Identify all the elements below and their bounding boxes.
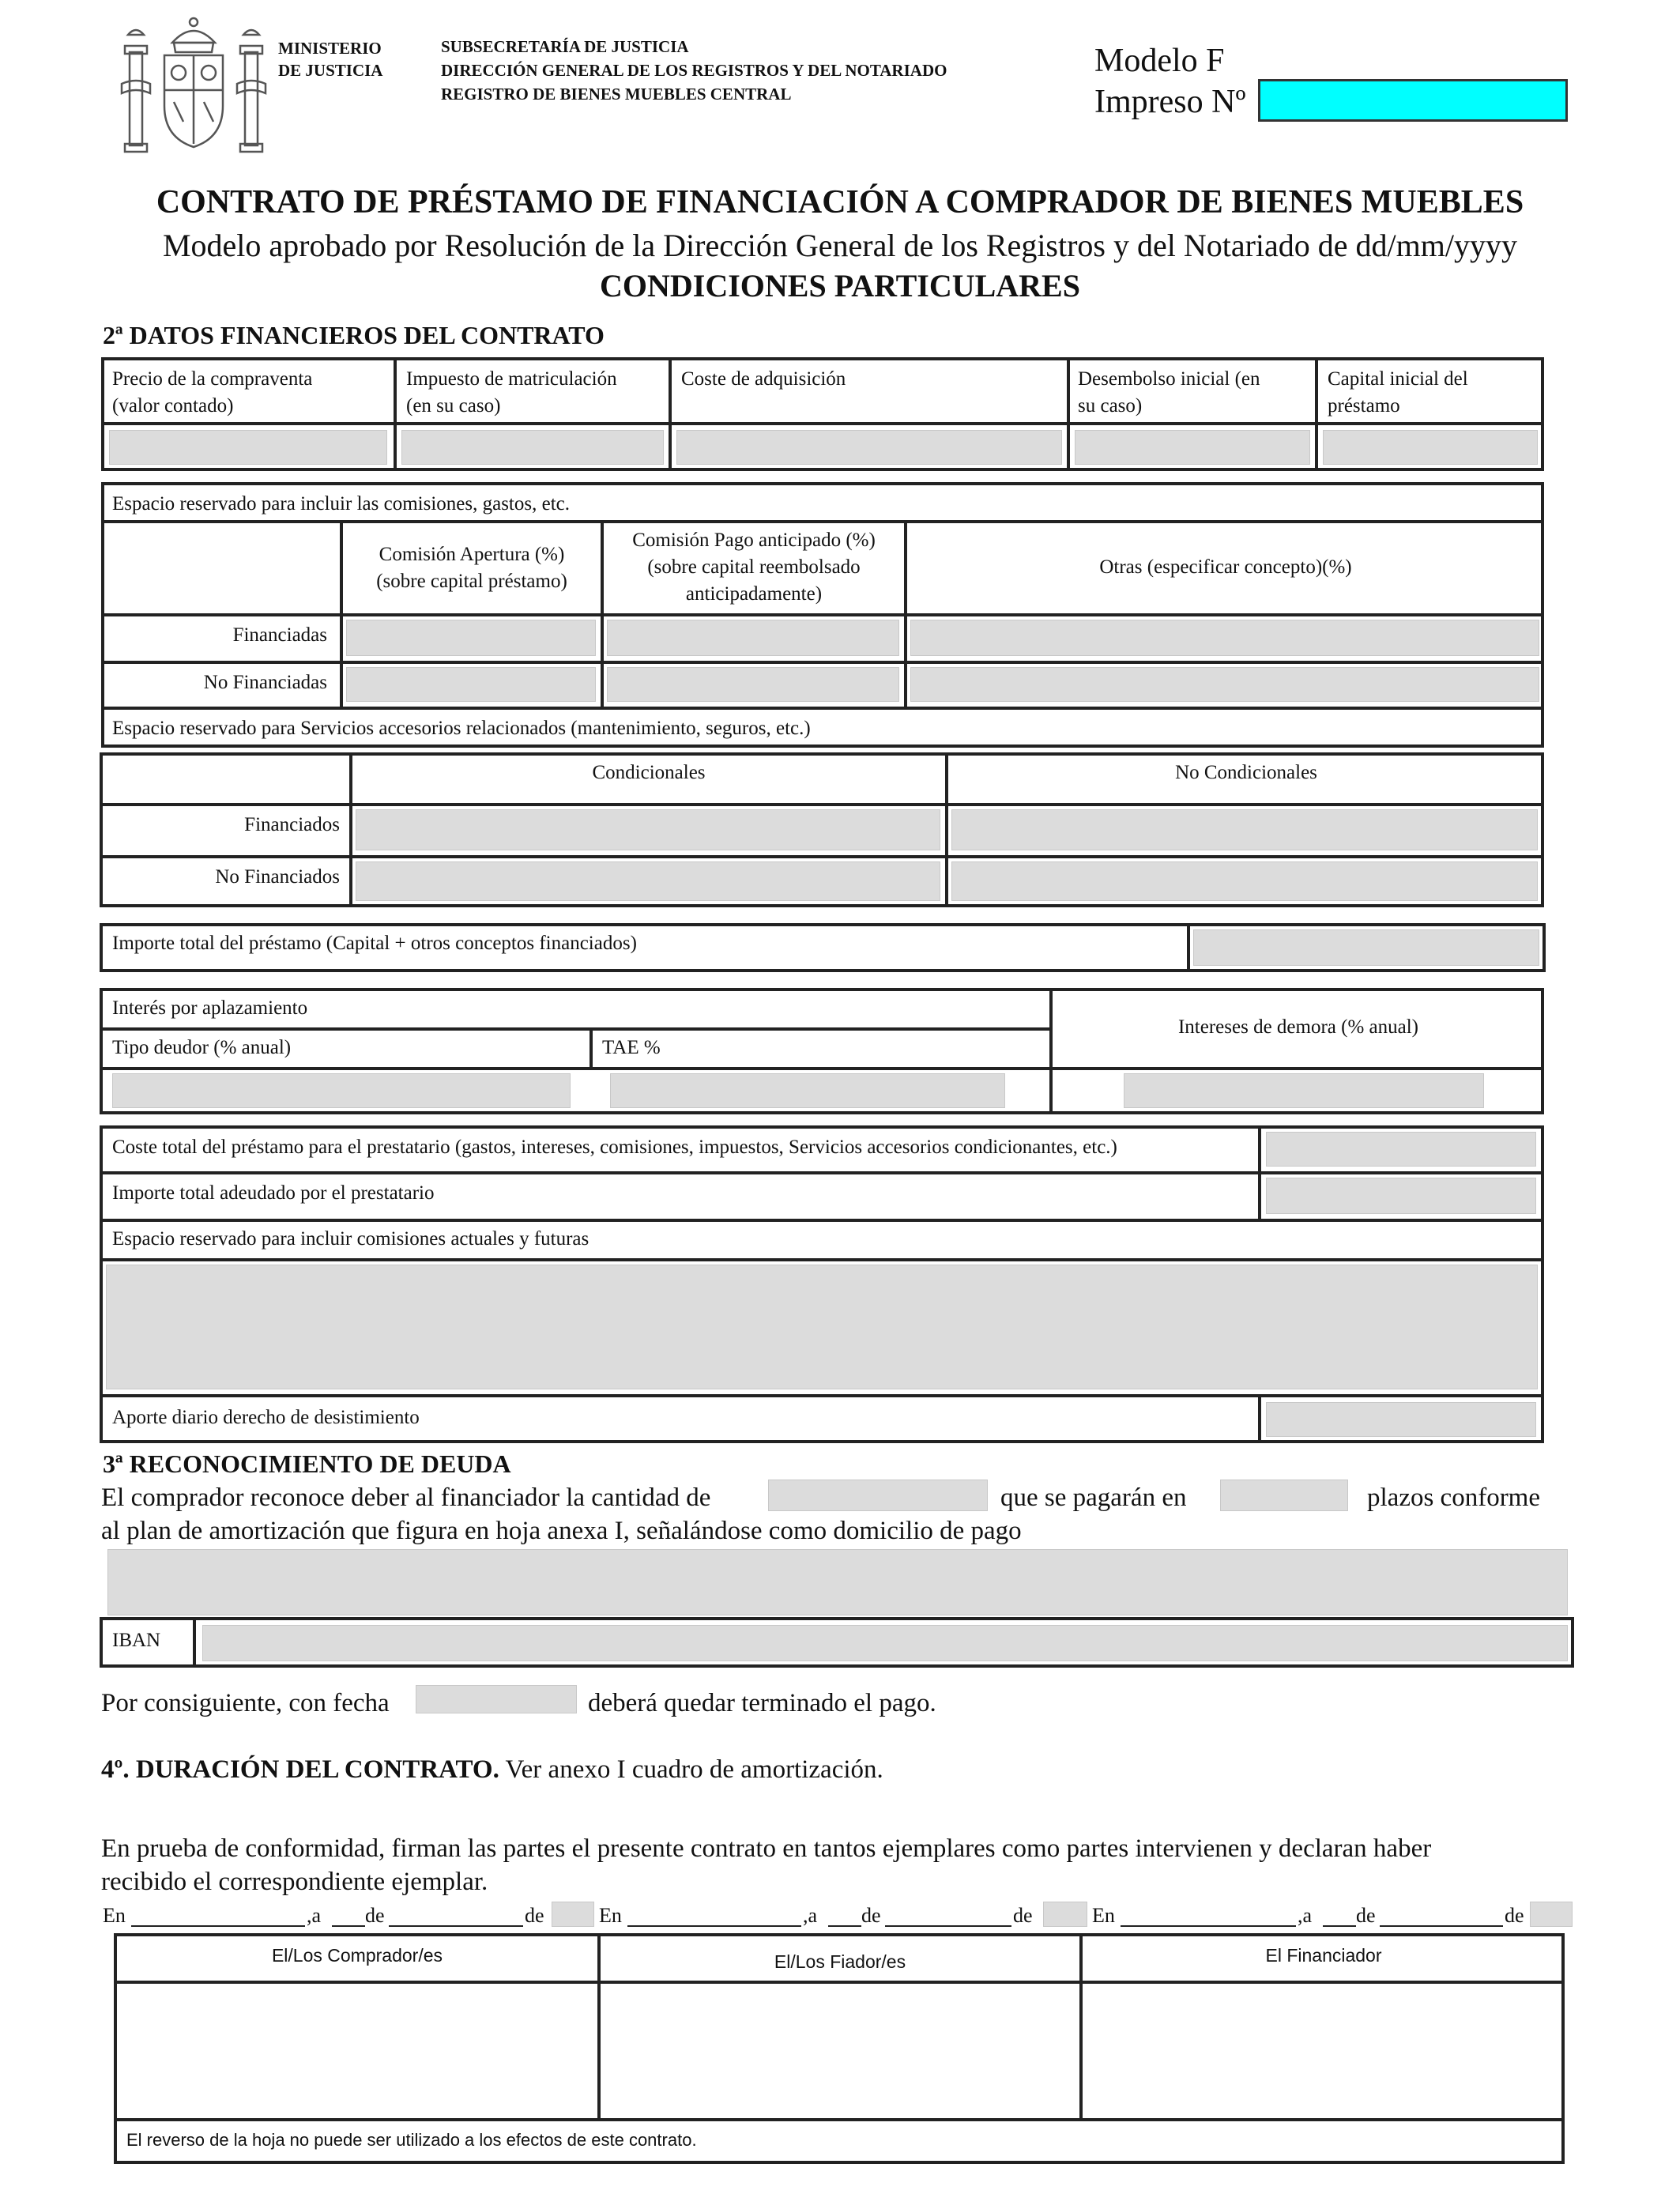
financed-row-label: Financiadas xyxy=(232,624,327,646)
place-a-2: ,a xyxy=(803,1904,818,1927)
debtor-rate-field[interactable] xyxy=(112,1073,571,1108)
tae-field[interactable] xyxy=(610,1073,1005,1108)
future-commissions-label: Espacio reservado para incluir comisiones actuales y futuras xyxy=(112,1228,590,1250)
total-due-label: Importe total adeudado por el prestatario xyxy=(112,1182,435,1204)
consequence-text-2: deberá quedar terminado el pago. xyxy=(588,1689,936,1717)
section-4-heading: 4º. DURACIÓN DEL CONTRATO. xyxy=(101,1755,499,1784)
closing-line-2: recibido el correspondiente ejemplar. xyxy=(101,1868,488,1896)
place-de-2a: de xyxy=(861,1904,881,1927)
place-de-3b: de xyxy=(1505,1904,1524,1927)
services-not-financed-label: No Financiados xyxy=(215,866,340,888)
consequence-text-1: Por consiguiente, con fecha xyxy=(101,1689,390,1717)
services-title: Espacio reservado para Servicios accesorios relacionados (mantenimiento, seguros, etc.) xyxy=(112,718,811,739)
buyer-signature-label: El/Los Comprador/es xyxy=(271,1945,443,1966)
guarantor-signature-area[interactable] xyxy=(602,1985,1076,2115)
non-conditional-financed-field[interactable] xyxy=(951,809,1538,850)
not-financed-row-label: No Financiadas xyxy=(203,672,327,693)
dept-line-1: SUBSECRETARÍA DE JUSTICIA xyxy=(441,37,689,56)
impreso-label: Impreso Nº xyxy=(1094,84,1246,120)
total-cost-field[interactable] xyxy=(1266,1132,1536,1167)
guarantor-signature-label: El/Los Fiador/es xyxy=(774,1951,906,1972)
conditional-financed-field[interactable] xyxy=(356,809,940,850)
impreso-number-field[interactable] xyxy=(1258,79,1568,122)
other-not-financed-field[interactable] xyxy=(910,667,1539,702)
initial-capital-field[interactable] xyxy=(1323,430,1538,465)
late-interest-label: Intereses de demora (% anual) xyxy=(1177,1016,1419,1038)
col-capital-line2: préstamo xyxy=(1328,395,1400,417)
place-de-2b: de xyxy=(1013,1904,1033,1927)
col-down-payment-line1: Desembolso inicial (en xyxy=(1078,368,1260,390)
debt-text-2: que se pagarán en xyxy=(1000,1483,1187,1512)
footer-note: El reverso de la hoja no puede ser utilizado a los efectos de este contrato. xyxy=(126,2130,697,2150)
section-2-heading: 2ª DATOS FINANCIEROS DEL CONTRATO xyxy=(103,321,605,349)
debt-amount-field[interactable] xyxy=(768,1480,988,1511)
end-date-field[interactable] xyxy=(416,1685,577,1713)
closing-line-1: En prueba de conformidad, firman las partes el presente contrato en tantos ejemplares como partes intervienen y declaran haber xyxy=(101,1834,1432,1863)
ministry-line-1: MINISTERIO xyxy=(278,39,382,58)
place-en-2: En xyxy=(599,1904,622,1927)
tae-label: TAE % xyxy=(602,1037,661,1058)
registration-tax-field[interactable] xyxy=(401,430,664,465)
acquisition-cost-field[interactable] xyxy=(676,430,1062,465)
col-capital-line1: Capital inicial del xyxy=(1328,368,1468,390)
early-financed-field[interactable] xyxy=(607,620,899,656)
price-field[interactable] xyxy=(109,430,387,465)
opening-financed-field[interactable] xyxy=(346,620,596,656)
early-payment-line2: (sobre capital reembolsado xyxy=(647,556,861,578)
early-payment-line3: anticipadamente) xyxy=(685,583,823,605)
down-payment-field[interactable] xyxy=(1075,430,1310,465)
services-financed-label: Financiados xyxy=(244,814,340,835)
iban-field[interactable] xyxy=(202,1625,1568,1661)
section-3-heading: 3ª RECONOCIMIENTO DE DEUDA xyxy=(103,1449,511,1478)
document-title: CONTRATO DE PRÉSTAMO DE FINANCIACIÓN A COMPRADOR DE BIENES MUEBLES xyxy=(156,184,1524,221)
col-price-line1: Precio de la compraventa xyxy=(112,368,313,390)
col-tax-line2: (en su caso) xyxy=(406,395,501,417)
debt-text-3: plazos conforme xyxy=(1367,1483,1540,1512)
conditions-subtitle: CONDICIONES PARTICULARES xyxy=(600,268,1080,303)
commissions-title: Espacio reservado para incluir las comisiones, gastos, etc. xyxy=(112,493,570,515)
place-de-3a: de xyxy=(1356,1904,1376,1927)
col-down-payment-line2: su caso) xyxy=(1078,395,1143,417)
total-loan-field[interactable] xyxy=(1193,929,1539,966)
col-tax-line1: Impuesto de matriculación xyxy=(406,368,617,390)
place-a-3: ,a xyxy=(1298,1904,1313,1927)
place-en-1: En xyxy=(103,1904,126,1927)
conditional-label: Condicionales xyxy=(592,762,706,783)
early-not-financed-field[interactable] xyxy=(607,667,899,702)
non-conditional-label: No Condicionales xyxy=(1175,762,1317,783)
ministry-line-2: DE JUSTICIA xyxy=(278,61,383,80)
place-de-1a: de xyxy=(365,1904,385,1927)
dept-line-2: DIRECCIÓN GENERAL DE LOS REGISTROS Y DEL NOTARIADO xyxy=(441,61,947,80)
financier-signature-label: El Financiador xyxy=(1265,1945,1382,1966)
opening-commission-line1: Comisión Apertura (%) xyxy=(379,544,565,565)
total-loan-label: Importe total del préstamo (Capital + otros conceptos financiados) xyxy=(112,933,637,954)
early-payment-line1: Comisión Pago anticipado (%) xyxy=(632,530,876,551)
buyer-signature-area[interactable] xyxy=(119,1985,594,2115)
total-cost-label: Coste total del préstamo para el prestatario (gastos, intereses, comisiones, impuestos, Servicios accesorios condicionantes, etc.) xyxy=(112,1137,1117,1158)
future-commissions-field[interactable] xyxy=(106,1265,1538,1389)
non-conditional-not-financed-field[interactable] xyxy=(951,861,1538,901)
approval-line: Modelo aprobado por Resolución de la Dirección General de los Registros y del Notariado de dd/mm/yyyy xyxy=(162,228,1518,263)
total-due-field[interactable] xyxy=(1266,1178,1536,1214)
conditional-not-financed-field[interactable] xyxy=(356,861,940,901)
col-price-line2: (valor contado) xyxy=(112,395,234,417)
coat-of-arms-icon xyxy=(119,11,269,157)
other-financed-field[interactable] xyxy=(910,620,1539,656)
place-a-1: ,a xyxy=(307,1904,322,1927)
col-acquisition-cost: Coste de adquisición xyxy=(681,368,846,390)
debtor-rate-label: Tipo deudor (% anual) xyxy=(112,1037,292,1058)
dept-line-3: REGISTRO DE BIENES MUEBLES CENTRAL xyxy=(441,85,792,104)
payment-address-field[interactable] xyxy=(107,1549,1568,1615)
daily-withdrawal-label: Aporte diario derecho de desistimiento xyxy=(112,1407,420,1428)
opening-not-financed-field[interactable] xyxy=(346,667,596,702)
opening-commission-line2: (sobre capital préstamo) xyxy=(376,571,567,592)
place-en-3: En xyxy=(1092,1904,1115,1927)
place-de-1b: de xyxy=(525,1904,544,1927)
year-field-1[interactable] xyxy=(552,1902,594,1927)
section-4-text: Ver anexo I cuadro de amortización. xyxy=(499,1755,883,1784)
installments-field[interactable] xyxy=(1220,1480,1348,1511)
section-4-line xyxy=(101,1753,883,1786)
debt-text-4: al plan de amortización que figura en hoja anexa I, señalándose como domicilio de pago xyxy=(101,1517,1022,1545)
late-interest-field[interactable] xyxy=(1124,1073,1484,1108)
model-label: Modelo F xyxy=(1094,43,1225,79)
financier-signature-area[interactable] xyxy=(1084,1985,1561,2115)
other-commissions-label: Otras (especificar concepto)(%) xyxy=(1099,556,1352,578)
daily-withdrawal-field[interactable] xyxy=(1266,1402,1536,1437)
year-field-2[interactable] xyxy=(1043,1902,1087,1927)
debt-text-1: El comprador reconoce deber al financiador la cantidad de xyxy=(101,1483,711,1512)
interest-title: Interés por aplazamiento xyxy=(112,997,308,1019)
iban-label: IBAN xyxy=(112,1630,161,1651)
year-field-3[interactable] xyxy=(1530,1902,1573,1927)
